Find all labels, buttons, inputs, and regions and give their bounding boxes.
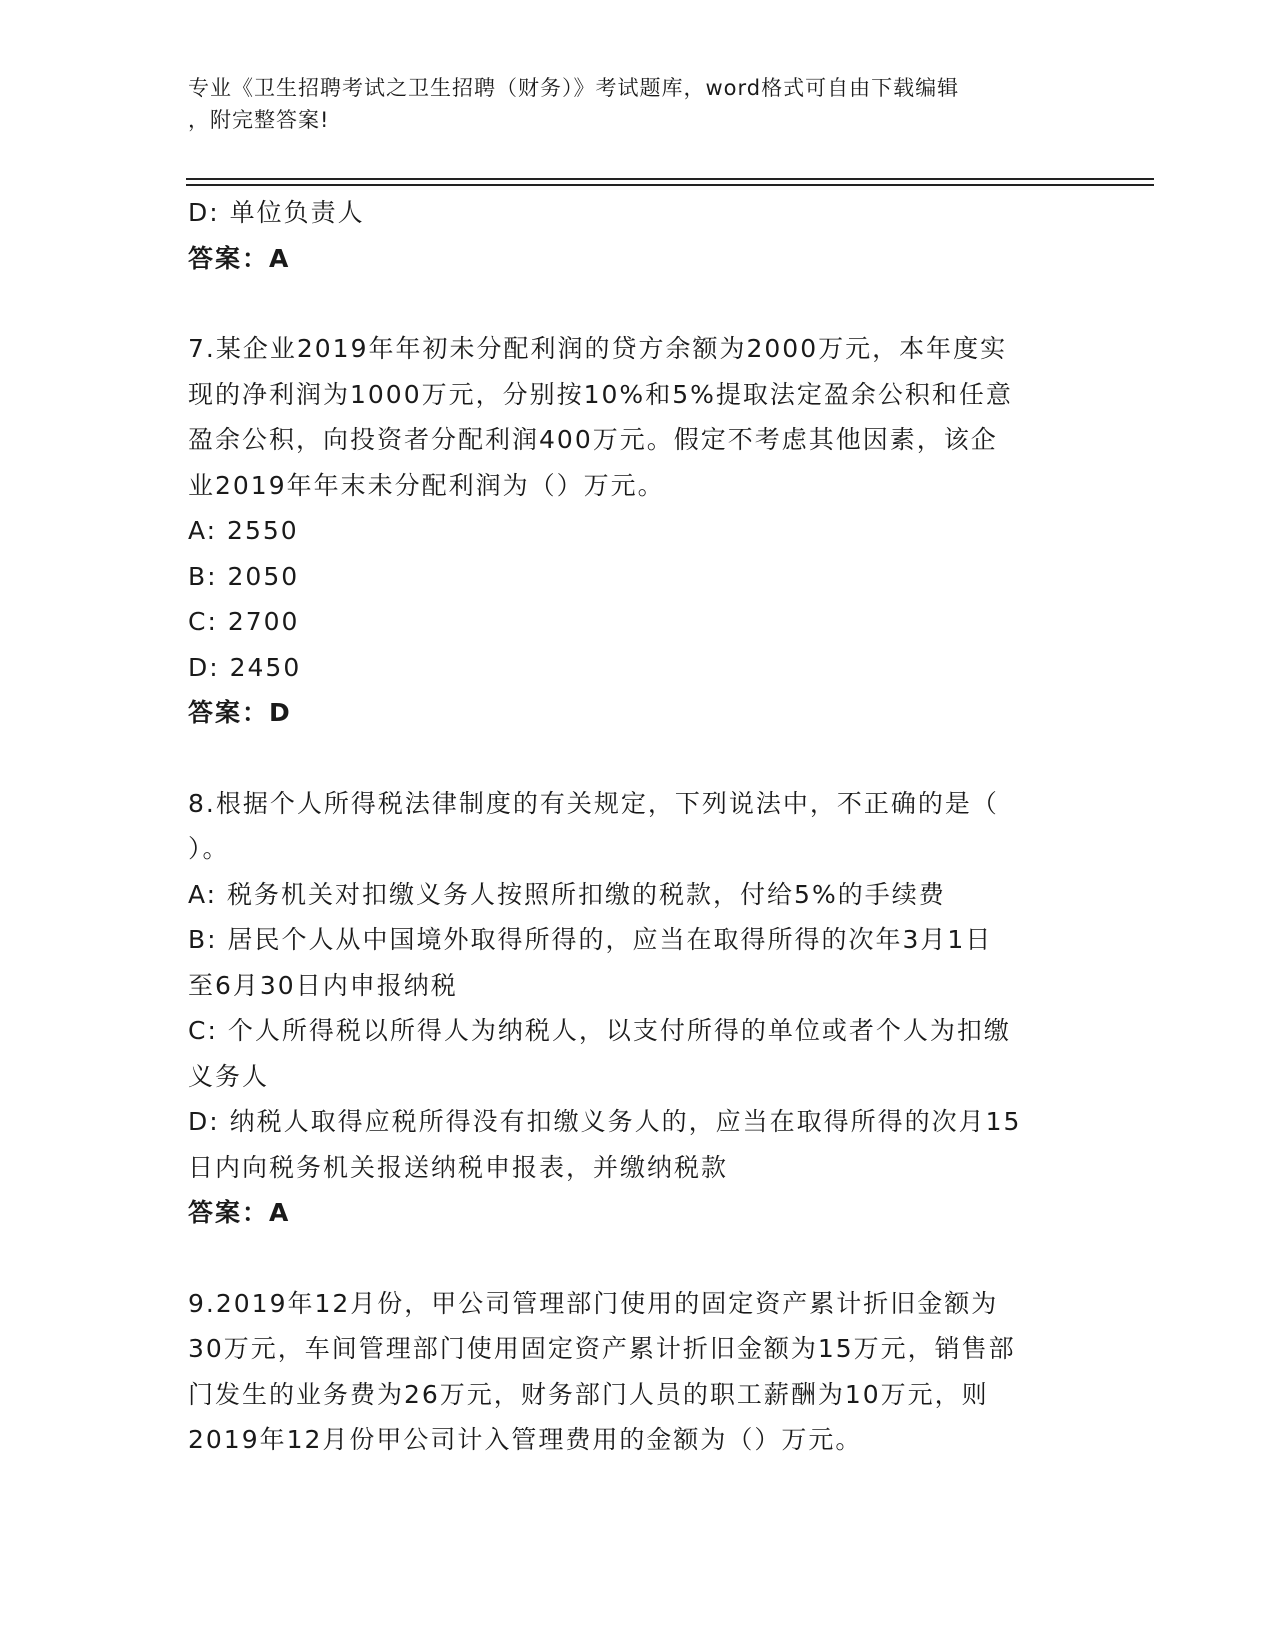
question-9 [188,1281,1088,1463]
question-stem-line: 30万元，车间管理部门使用固定资产累计折旧金额为15万元，销售部 [188,1334,1016,1363]
option-b: B: 2050 [188,561,300,591]
question-content [188,190,1088,1463]
header-line-2: ，附完整答案! [188,108,330,132]
option-d: D: 单位负责人 [188,198,365,227]
option-b-continued: 至6月30日内申报纳税 [188,970,458,1000]
question-stem-line: 业2019年年末未分配利润为（）万元。 [188,470,665,500]
question-stem-line: ）。 [188,834,230,863]
answer-line: 答案：A [188,243,291,273]
question-stem-line: 7.某企业2019年年初未分配利润的贷方余额为2000万元，本年度实 [188,334,1008,363]
option-a: A: 2550 [188,516,299,545]
header-rule-bottom [186,184,1154,186]
question-stem-line: 盈余公积，向投资者分配利润400万元。假定不考虑其他因素，该企 [188,425,998,454]
answer-line: 答案：A [188,1198,291,1227]
document-header [188,72,1088,136]
option-c-continued: 义务人 [188,1061,270,1091]
option-d: D: 纳税人取得应税所得没有扣缴义务人的，应当在取得所得的次月15 [188,1107,1022,1136]
question-stem-line: 8.根据个人所得税法律制度的有关规定，下列说法中，不正确的是（ [188,788,999,818]
option-a: A: 税务机关对扣缴义务人按照所扣缴的税款，付给5%的手续费 [188,879,946,909]
spacer [188,281,1088,326]
answer-line: 答案：D [188,698,292,727]
header-rule-top [186,178,1154,180]
question-7 [188,326,1088,736]
question-stem-line: 门发生的业务费为26万元，财务部门人员的职工薪酬为10万元，则 [188,1379,989,1409]
option-d-continued: 日内向税务机关报送纳税申报表，并缴纳税款 [188,1152,729,1182]
option-c: C: 个人所得税以所得人为纳税人，以支付所得的单位或者个人为扣缴 [188,1016,1011,1045]
spacer [188,1236,1088,1281]
option-d: D: 2450 [188,652,302,682]
question-8 [188,781,1088,1236]
question-stem-line: 现的净利润为1000万元，分别按10%和5%提取法定盈余公积和任意 [188,379,1013,409]
spacer [188,736,1088,781]
question-stem-line: 2019年12月份甲公司计入管理费用的金额为（）万元。 [188,1425,863,1454]
header-line-1: 专业《卫生招聘考试之卫生招聘（财务）》考试题库，word格式可自由下载编辑 [188,76,960,100]
question-6-tail [188,190,1088,281]
question-stem-line: 9.2019年12月份，甲公司管理部门使用的固定资产累计折旧金额为 [188,1288,999,1318]
option-b: B: 居民个人从中国境外取得所得的，应当在取得所得的次年3月1日 [188,925,993,954]
option-c: C: 2700 [188,607,300,636]
